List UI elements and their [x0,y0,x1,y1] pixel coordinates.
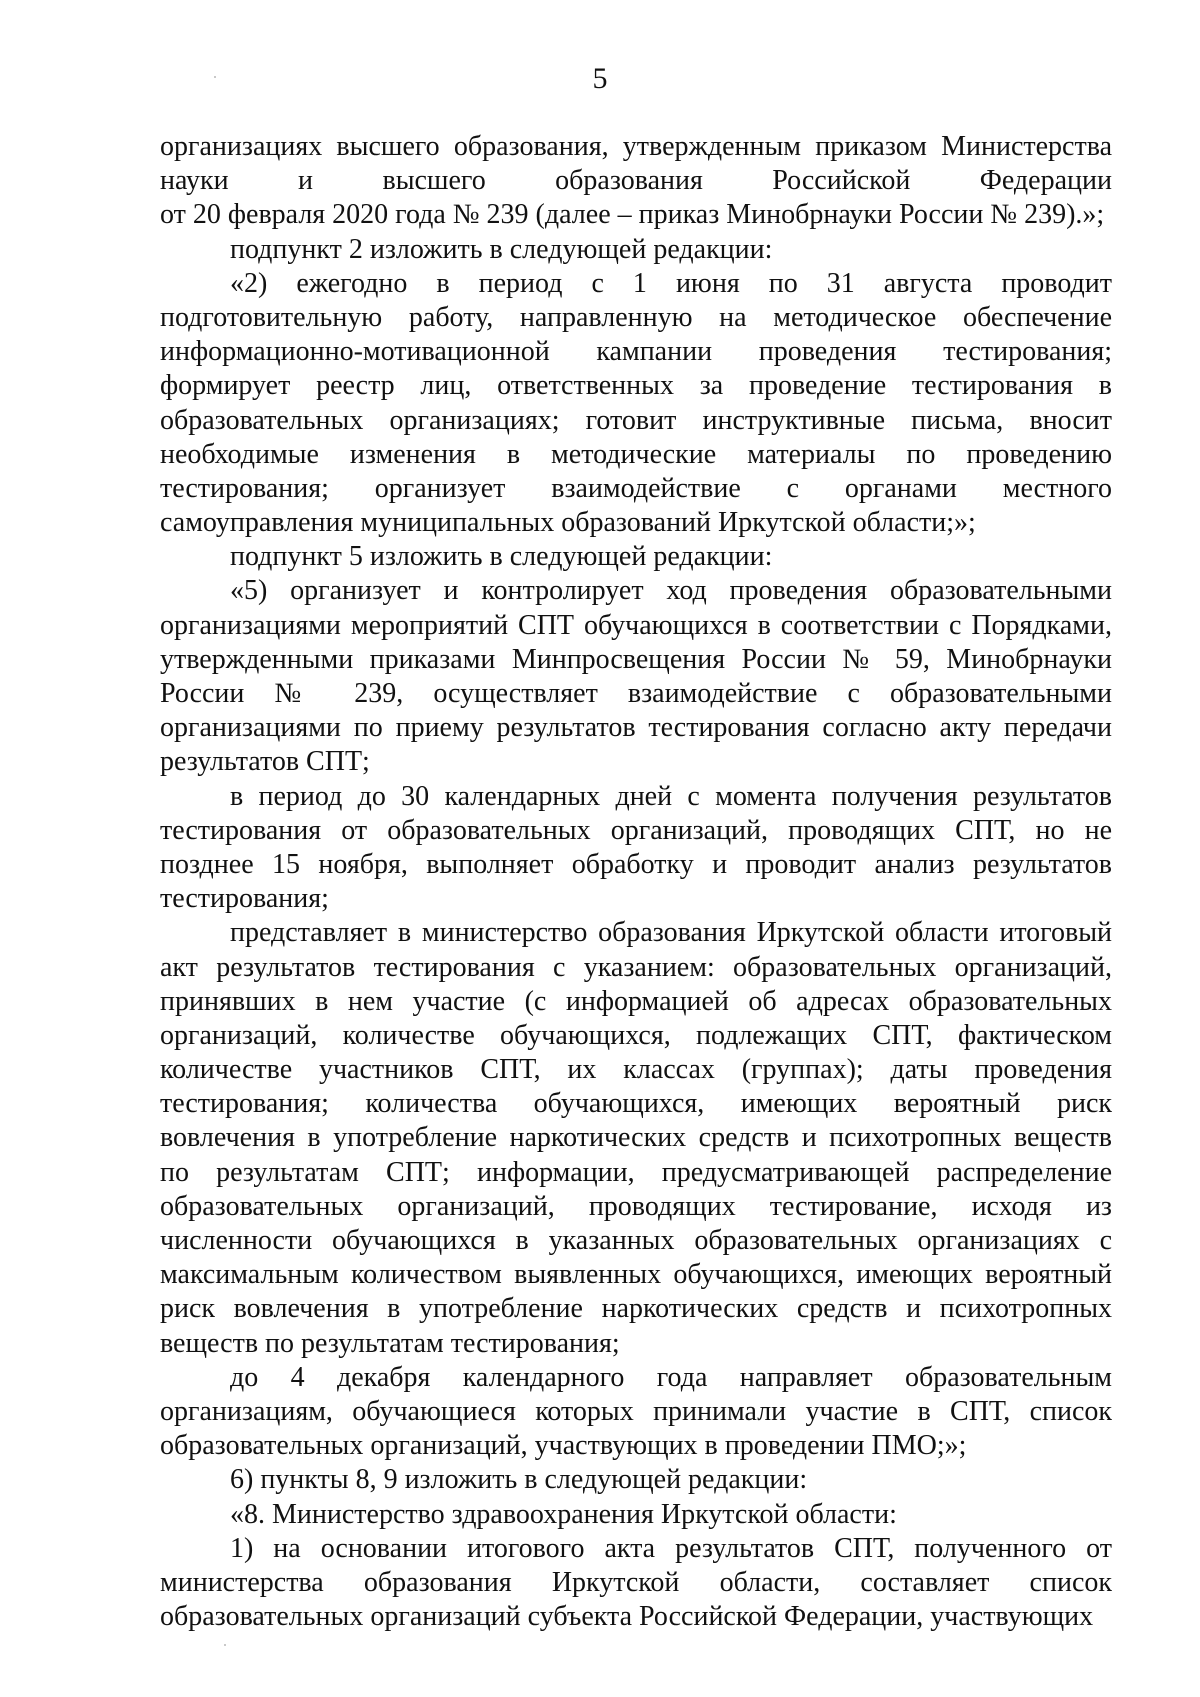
text-line: самоуправления муниципальных образований Иркутской области;»; [160,507,976,539]
text-line: подпункт 5 изложить в следующей редакции: [230,541,773,573]
text-line: утвержденными приказами Минпросвещения России № 59, Минобрнауки [160,643,1112,675]
scan-speck-bottom [224,1644,226,1646]
document-body [160,130,1112,1634]
text-line: министерства образования Иркутской области, составляет список [160,1566,1112,1598]
text-line: организациях высшего образования, утвержденным приказом Министерства [160,131,1112,162]
text-line: формирует реестр лиц, ответственных за проведение тестирования в [160,370,1112,402]
text-line: позднее 15 ноября, выполняет обработку и проводит анализ результатов [160,848,1112,880]
text-line: подготовительную работу, направленную на методическое обеспечение [160,301,1112,333]
text-line: необходимые изменения в методические материалы по проведению [160,438,1112,470]
text-line: образовательных организаций, участвующих в проведении ПМО;»; [160,1430,967,1462]
text-line: организаций, количестве обучающихся, подлежащих СПТ, фактическом [160,1019,1112,1051]
text-line: в период до 30 календарных дней с момента получения результатов [230,780,1112,812]
text-line: 1) на основании итогового акта результатов СПТ, полученного от [230,1532,1112,1564]
text-line: результатов СПТ; [160,746,370,778]
text-line: организациям, обучающиеся которых принимали участие в СПТ, список [160,1395,1112,1427]
text-line: образовательных организаций субъекта Российской Федерации, участвующих [160,1601,1094,1633]
text-line: подпункт 2 изложить в следующей редакции: [230,233,773,265]
text-line: веществ по результатам тестирования; [160,1327,620,1359]
text-line: науки и высшего образования Российской Федерации [160,165,1112,197]
text-line: по результатам СПТ; информации, предусматривающей распределение [160,1156,1112,1188]
text-line: «8. Министерство здравоохранения Иркутской области: [230,1498,897,1530]
paragraph [160,130,1112,233]
text-line: до 4 декабря календарного года направляет образовательным [230,1361,1112,1393]
text-line: вовлечения в употребление наркотических средств и психотропных веществ [160,1122,1112,1154]
paragraph [160,1361,1112,1464]
text-line: тестирования от образовательных организаций, проводящих СПТ, но не [160,814,1112,846]
text-line: образовательных организациях; готовит инструктивные письма, вносит [160,404,1112,436]
text-line: количестве участников СПТ, их классах (группах); даты проведения [160,1054,1112,1086]
paragraph [160,916,1112,1360]
paragraph [160,1498,1112,1532]
text-line: риск вовлечения в употребление наркотических средств и психотропных [160,1293,1112,1325]
text-line: тестирования; количества обучающихся, имеющих вероятный риск [160,1088,1112,1120]
text-line: максимальным количеством выявленных обучающихся, имеющих вероятный [160,1259,1112,1291]
text-line: представляет в министерство образования Иркутской области итоговый [230,917,1112,949]
text-line: «2) ежегодно в период с 1 июня по 31 августа проводит [230,267,1112,299]
paragraph [160,574,1112,779]
paragraph [160,1532,1112,1635]
paragraph [160,233,1112,267]
text-line: 6) пункты 8, 9 изложить в следующей редакции: [230,1464,808,1496]
page-number: 5 [592,62,608,95]
text-line: России № 239, осуществляет взаимодействие с образовательными [160,678,1112,709]
text-line: «5) организует и контролирует ход проведения образовательными [230,575,1112,607]
text-line: от 20 февраля 2020 года № 239 (далее – приказ Минобрнауки России № 239).»; [160,199,1105,231]
text-line: организациями по приему результатов тестирования согласно акту передачи [160,712,1112,744]
text-line: организациями мероприятий СПТ обучающихся в соответствии с Порядками, [160,609,1112,641]
text-line: принявших в нем участие (с информацией об адресах образовательных [160,985,1112,1017]
text-line: информационно-мотивационной кампании проведения тестирования; [160,336,1112,368]
paragraph [160,1463,1112,1497]
text-line: тестирования; [160,883,329,915]
text-line: акт результатов тестирования с указанием: образовательных организаций, [160,951,1112,983]
text-line: тестирования; организует взаимодействие с органами местного [160,472,1112,504]
paragraph [160,267,1112,541]
text-line: численности обучающихся в указанных образовательных организациях с [160,1225,1112,1256]
paragraph [160,540,1112,574]
text-line: образовательных организаций, проводящих тестирование, исходя из [160,1190,1112,1222]
paragraph [160,780,1112,917]
